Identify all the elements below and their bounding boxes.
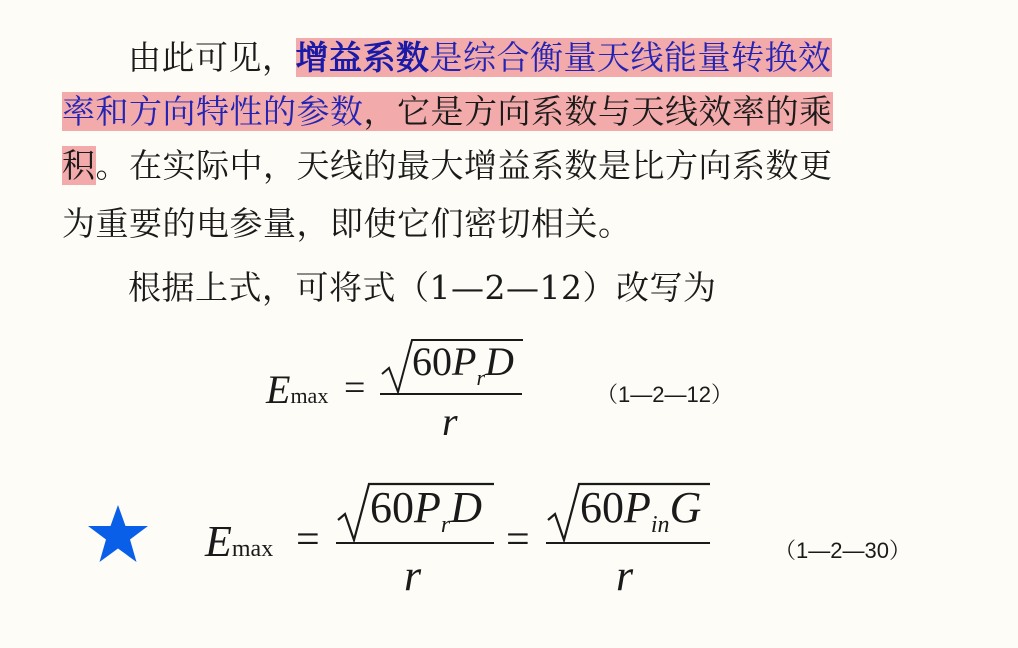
line3-rest: 。在实际中，天线的最大增益系数是比方向系数更 bbox=[95, 146, 833, 185]
eq2-frac1-P: P bbox=[414, 483, 441, 532]
eq2-frac2-coef: 60 bbox=[580, 483, 624, 532]
eq2-frac1-P-sub: r bbox=[440, 512, 451, 538]
eq1-lhs bbox=[266, 366, 328, 413]
eq2-lhs bbox=[205, 516, 273, 567]
eq2-frac2-denominator: r bbox=[616, 551, 634, 600]
eq1-coef: 60 bbox=[412, 339, 452, 384]
line1-highlight: 是综合衡量天线能量转换效 bbox=[429, 38, 832, 77]
eq2-frac2-P-sub: in bbox=[650, 512, 670, 538]
eq1-equals: = bbox=[344, 367, 366, 409]
eq2-frac1-coef: 60 bbox=[370, 483, 414, 532]
eq1-lhs-symbol: E bbox=[266, 367, 291, 412]
eq1-P-sub: r bbox=[476, 365, 485, 390]
eq2-frac1-denominator: r bbox=[404, 551, 422, 600]
eq1-P: P bbox=[452, 339, 477, 384]
eq2-fraction-bar-2 bbox=[546, 542, 710, 544]
eq1-numerator bbox=[412, 338, 514, 390]
line1-prefix: 由此可见， bbox=[128, 38, 296, 77]
term-gain-coefficient: 增益系数 bbox=[295, 38, 430, 77]
eq2-frac1-D: D bbox=[450, 483, 483, 532]
eq1-fraction-bar bbox=[380, 393, 522, 395]
eq2-lhs-symbol: E bbox=[205, 517, 232, 566]
paragraph1-line2 bbox=[62, 86, 833, 138]
eq2-frac2-G: G bbox=[669, 483, 702, 532]
star-icon bbox=[86, 503, 150, 565]
eq2-equals-2: = bbox=[506, 517, 530, 563]
eq2-frac1-numerator bbox=[370, 482, 483, 538]
eq2-lhs-subscript: max bbox=[231, 536, 274, 562]
paragraph1-line4 bbox=[62, 198, 632, 250]
eq1-D: D bbox=[485, 339, 514, 384]
eq2-frac2-numerator bbox=[580, 482, 702, 538]
eq2-frac2-P: P bbox=[624, 483, 651, 532]
paragraph1-line3 bbox=[62, 140, 833, 192]
eq1-number: （1—2—12） bbox=[596, 382, 733, 407]
line2-rest: ，它是方向系数与天线效率的乘 bbox=[363, 92, 833, 131]
paragraph1-line1 bbox=[128, 32, 832, 84]
eq1-denominator: r bbox=[442, 399, 458, 444]
paragraph2-text: 根据上式，可将式（1—2—12）改写为 bbox=[128, 268, 717, 307]
eq2-number: （1—2—30） bbox=[774, 538, 911, 563]
line2-highlight: 率和方向特性的参数 bbox=[62, 92, 364, 131]
eq2-equals-1: = bbox=[296, 517, 320, 563]
paragraph2 bbox=[128, 262, 716, 314]
line3-highlight: 积 bbox=[62, 146, 96, 185]
eq2-fraction-bar-1 bbox=[336, 542, 494, 544]
eq1-lhs-subscript: max bbox=[290, 383, 329, 408]
line4-text: 为重要的电参量，即使它们密切相关。 bbox=[62, 204, 632, 243]
